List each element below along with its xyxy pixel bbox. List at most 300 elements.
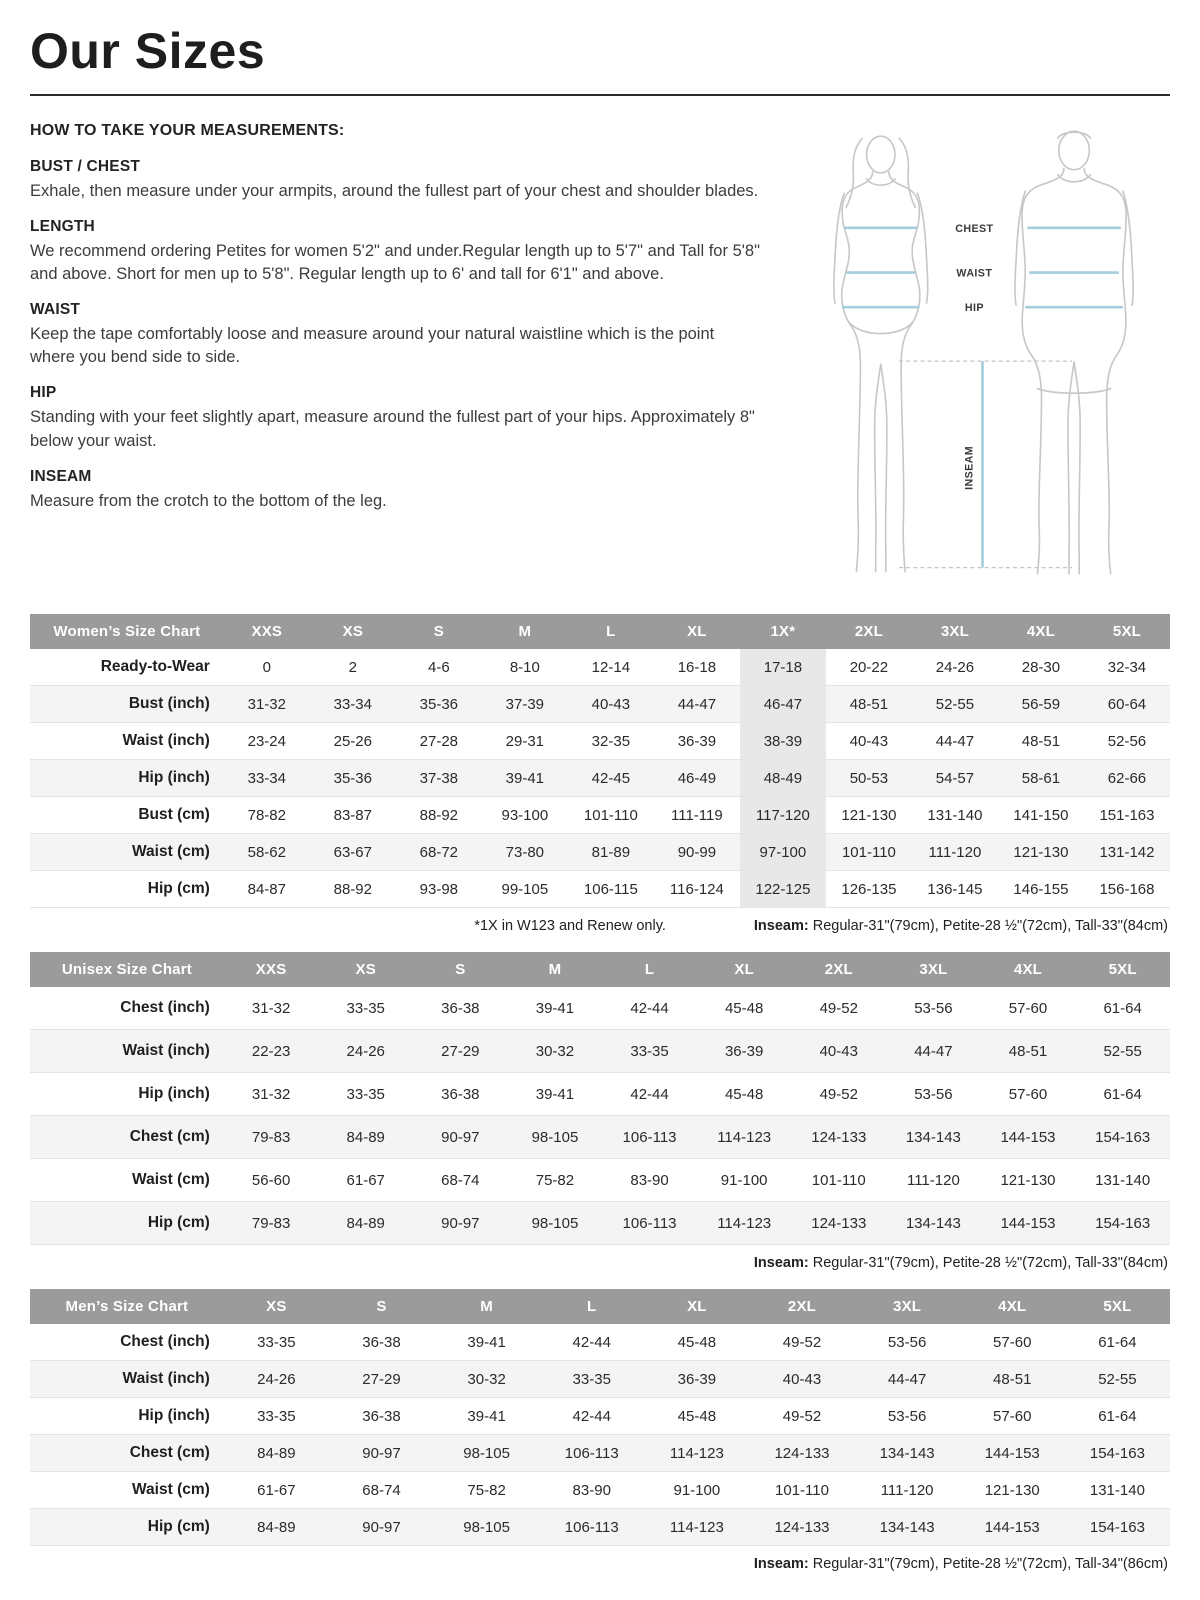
section-title: WAIST	[30, 301, 81, 319]
size-value: 99-105	[482, 871, 568, 908]
size-value: 33-35	[318, 987, 413, 1030]
table-row	[30, 723, 1170, 760]
measurement-section	[30, 218, 775, 286]
size-value: 116-124	[654, 871, 740, 908]
size-value: 101-110	[826, 834, 912, 871]
section-text: Measure from the crotch to the bottom of the leg.	[30, 491, 387, 510]
size-value: 114-123	[644, 1509, 749, 1546]
size-value: 36-38	[413, 987, 508, 1030]
size-value: 122-125	[740, 871, 826, 908]
size-value: 52-55	[912, 686, 998, 723]
size-value: 111-119	[654, 797, 740, 834]
size-value: 33-34	[224, 760, 310, 797]
measurement-instructions	[30, 122, 775, 528]
size-value: 53-56	[886, 1073, 981, 1116]
size-value: 48-49	[740, 760, 826, 797]
size-value: 48-51	[998, 723, 1084, 760]
size-value: 45-48	[697, 987, 792, 1030]
size-value: 39-41	[508, 987, 603, 1030]
measurement-section	[30, 384, 775, 452]
size-table	[30, 952, 1170, 1245]
size-value: 40-43	[791, 1030, 886, 1073]
size-value: 134-143	[855, 1509, 960, 1546]
size-value: 37-39	[482, 686, 568, 723]
size-value: 90-97	[329, 1509, 434, 1546]
size-value: 90-97	[413, 1116, 508, 1159]
row-label: Hip (inch)	[30, 1398, 224, 1435]
row-label: Hip (inch)	[30, 760, 224, 797]
row-label: Chest (cm)	[30, 1116, 224, 1159]
table-row	[30, 1030, 1170, 1073]
size-value: 48-51	[981, 1030, 1076, 1073]
measurement-section	[30, 468, 775, 513]
column-header: S	[329, 1289, 434, 1324]
section-text: We recommend ordering Petites for women 5'2" and under.Regular length up to 5'7" and Tall for 5'8" and above. Short for men up to 5'8". Regular length up to 6' and tall for 6'1" and above.	[30, 242, 760, 284]
table-row	[30, 987, 1170, 1030]
row-label: Chest (inch)	[30, 987, 224, 1030]
size-value: 84-89	[318, 1202, 413, 1245]
size-value: 57-60	[981, 987, 1076, 1030]
size-value: 61-67	[224, 1472, 329, 1509]
size-value: 56-59	[998, 686, 1084, 723]
size-value: 124-133	[791, 1116, 886, 1159]
column-header: L	[602, 952, 697, 987]
size-value: 121-130	[960, 1472, 1065, 1509]
size-value: 117-120	[740, 797, 826, 834]
column-header: M	[482, 614, 568, 649]
man-figure	[1015, 131, 1133, 574]
size-value: 101-110	[791, 1159, 886, 1202]
size-value: 2	[310, 649, 396, 686]
size-value: 37-38	[396, 760, 482, 797]
size-value: 84-89	[224, 1509, 329, 1546]
page-title: Our Sizes	[30, 23, 266, 79]
size-value: 61-64	[1075, 987, 1170, 1030]
measurements-row	[30, 122, 1170, 590]
size-value: 25-26	[310, 723, 396, 760]
size-value: 35-36	[396, 686, 482, 723]
size-value: 42-44	[539, 1398, 644, 1435]
footnote: *1X in W123 and Renew only.	[474, 918, 666, 934]
size-value: 20-22	[826, 649, 912, 686]
column-header: S	[396, 614, 482, 649]
size-value: 134-143	[886, 1202, 981, 1245]
table-row	[30, 760, 1170, 797]
size-value: 33-35	[539, 1361, 644, 1398]
size-value: 126-135	[826, 871, 912, 908]
size-value: 131-140	[912, 797, 998, 834]
size-value: 36-38	[413, 1073, 508, 1116]
size-value: 48-51	[826, 686, 912, 723]
size-value: 58-62	[224, 834, 310, 871]
size-value: 106-113	[539, 1509, 644, 1546]
size-value: 83-90	[602, 1159, 697, 1202]
size-value: 49-52	[749, 1324, 854, 1361]
table-row	[30, 1202, 1170, 1245]
size-value: 32-35	[568, 723, 654, 760]
size-value: 93-100	[482, 797, 568, 834]
size-value: 154-163	[1075, 1116, 1170, 1159]
size-value: 88-92	[310, 871, 396, 908]
column-header: XL	[697, 952, 792, 987]
table-footnotes	[30, 1245, 1170, 1273]
size-value: 33-35	[318, 1073, 413, 1116]
size-value: 90-99	[654, 834, 740, 871]
size-value: 38-39	[740, 723, 826, 760]
size-value: 91-100	[644, 1472, 749, 1509]
table-row	[30, 871, 1170, 908]
size-value: 131-142	[1084, 834, 1170, 871]
size-value: 68-74	[413, 1159, 508, 1202]
size-charts	[30, 614, 1170, 1574]
section-text: Exhale, then measure under your armpits, around the fullest part of your chest and shoulder blades.	[30, 182, 759, 200]
row-label: Waist (cm)	[30, 834, 224, 871]
table-row	[30, 1509, 1170, 1546]
size-value: 0	[224, 649, 310, 686]
size-value: 124-133	[749, 1435, 854, 1472]
row-label: Waist (inch)	[30, 1361, 224, 1398]
size-value: 42-45	[568, 760, 654, 797]
hip-label: HIP	[964, 302, 984, 315]
size-value: 36-39	[697, 1030, 792, 1073]
column-header: 2XL	[826, 614, 912, 649]
size-value: 39-41	[508, 1073, 603, 1116]
size-value: 24-26	[224, 1361, 329, 1398]
table-row	[30, 797, 1170, 834]
section-title: BUST / CHEST	[30, 158, 141, 175]
size-value: 101-110	[568, 797, 654, 834]
size-value: 52-55	[1075, 1030, 1170, 1073]
size-value: 114-123	[644, 1435, 749, 1472]
table-row	[30, 1472, 1170, 1509]
woman-figure	[834, 136, 928, 571]
size-value: 40-43	[568, 686, 654, 723]
size-value: 44-47	[912, 723, 998, 760]
row-label: Bust (inch)	[30, 686, 224, 723]
table-row	[30, 1435, 1170, 1472]
size-value: 28-30	[998, 649, 1084, 686]
size-value: 23-24	[224, 723, 310, 760]
size-value: 44-47	[654, 686, 740, 723]
section-text: Keep the tape comfortably loose and measure around your natural waistline which is the point where you bend side to side.	[30, 325, 715, 367]
table-row	[30, 686, 1170, 723]
table-row	[30, 1116, 1170, 1159]
measurement-section	[30, 301, 775, 369]
size-value: 111-120	[912, 834, 998, 871]
size-value: 31-32	[224, 987, 319, 1030]
column-header: XS	[310, 614, 396, 649]
size-value: 39-41	[434, 1398, 539, 1435]
size-value: 22-23	[224, 1030, 319, 1073]
size-value: 134-143	[855, 1435, 960, 1472]
size-value: 4-6	[396, 649, 482, 686]
size-value: 53-56	[855, 1324, 960, 1361]
size-table	[30, 614, 1170, 908]
size-value: 30-32	[434, 1361, 539, 1398]
size-table-section	[30, 614, 1170, 936]
size-value: 98-105	[508, 1116, 603, 1159]
size-value: 106-113	[602, 1202, 697, 1245]
size-value: 124-133	[791, 1202, 886, 1245]
table-row	[30, 1159, 1170, 1202]
size-value: 40-43	[826, 723, 912, 760]
size-table-section	[30, 952, 1170, 1273]
table-row	[30, 1324, 1170, 1361]
column-header: XXS	[224, 952, 319, 987]
waist-label: WAIST	[956, 267, 993, 280]
size-value: 44-47	[886, 1030, 981, 1073]
row-label: Hip (inch)	[30, 1073, 224, 1116]
size-value: 12-14	[568, 649, 654, 686]
row-label: Ready-to-Wear	[30, 649, 224, 686]
size-value: 78-82	[224, 797, 310, 834]
column-header: XL	[654, 614, 740, 649]
column-header: L	[568, 614, 654, 649]
size-value: 36-39	[644, 1361, 749, 1398]
column-header: 4XL	[960, 1289, 1065, 1324]
column-header: 4XL	[981, 952, 1076, 987]
column-header: XS	[318, 952, 413, 987]
footnote: Inseam: Regular-31"(79cm), Petite-28 ½"(72cm), Tall-34"(86cm)	[753, 1556, 1168, 1572]
size-value: 81-89	[568, 834, 654, 871]
footnote: Inseam: Regular-31"(79cm), Petite-28 ½"(72cm), Tall-33"(84cm)	[753, 1255, 1168, 1271]
size-value: 30-32	[508, 1030, 603, 1073]
size-value: 17-18	[740, 649, 826, 686]
row-label: Waist (cm)	[30, 1472, 224, 1509]
size-value: 33-35	[224, 1398, 329, 1435]
table-title: Unisex Size Chart	[30, 952, 224, 987]
section-title: LENGTH	[30, 218, 95, 236]
inseam-guides	[899, 361, 1072, 568]
inseam-label: INSEAM	[963, 445, 976, 490]
size-value: 141-150	[998, 797, 1084, 834]
section-title: HIP	[30, 384, 57, 402]
size-value: 144-153	[960, 1509, 1065, 1546]
instructions-heading: HOW TO TAKE YOUR MEASUREMENTS:	[30, 122, 345, 139]
size-value: 75-82	[508, 1159, 603, 1202]
table-row	[30, 834, 1170, 871]
size-value: 131-140	[1075, 1159, 1170, 1202]
size-value: 154-163	[1065, 1435, 1170, 1472]
title-divider	[30, 94, 1170, 96]
row-label: Waist (inch)	[30, 1030, 224, 1073]
size-value: 45-48	[644, 1324, 749, 1361]
size-value: 57-60	[960, 1398, 1065, 1435]
size-value: 62-66	[1084, 760, 1170, 797]
size-value: 53-56	[886, 987, 981, 1030]
size-value: 97-100	[740, 834, 826, 871]
size-value: 44-47	[855, 1361, 960, 1398]
column-header: 5XL	[1065, 1289, 1170, 1324]
size-value: 45-48	[697, 1073, 792, 1116]
column-header: XS	[224, 1289, 329, 1324]
size-value: 114-123	[697, 1202, 792, 1245]
table-footnotes	[30, 908, 1170, 936]
chest-label: CHEST	[955, 222, 994, 235]
size-value: 106-115	[568, 871, 654, 908]
column-header: 1X*	[740, 614, 826, 649]
column-header: 4XL	[998, 614, 1084, 649]
size-value: 61-64	[1065, 1398, 1170, 1435]
size-value: 124-133	[749, 1509, 854, 1546]
column-header: XL	[644, 1289, 749, 1324]
column-header: 2XL	[791, 952, 886, 987]
column-header: XXS	[224, 614, 310, 649]
size-value: 56-60	[224, 1159, 319, 1202]
size-value: 83-90	[539, 1472, 644, 1509]
size-value: 48-51	[960, 1361, 1065, 1398]
body-figures-illustration	[795, 122, 1170, 590]
size-value: 134-143	[886, 1116, 981, 1159]
size-value: 121-130	[998, 834, 1084, 871]
instruction-sections	[30, 158, 775, 513]
size-value: 154-163	[1065, 1509, 1170, 1546]
section-text: Standing with your feet slightly apart, measure around the fullest part of your hips. Approximately 8" below your waist.	[30, 408, 755, 450]
column-header: 5XL	[1084, 614, 1170, 649]
row-label: Bust (cm)	[30, 797, 224, 834]
size-value: 39-41	[434, 1324, 539, 1361]
size-value: 98-105	[508, 1202, 603, 1245]
size-value: 90-97	[413, 1202, 508, 1245]
size-value: 52-55	[1065, 1361, 1170, 1398]
column-header: 5XL	[1075, 952, 1170, 987]
size-value: 52-56	[1084, 723, 1170, 760]
column-header: M	[508, 952, 603, 987]
size-value: 61-67	[318, 1159, 413, 1202]
size-value: 27-29	[329, 1361, 434, 1398]
size-value: 53-56	[855, 1398, 960, 1435]
size-value: 61-64	[1075, 1073, 1170, 1116]
column-header: M	[434, 1289, 539, 1324]
size-value: 46-49	[654, 760, 740, 797]
row-label: Hip (cm)	[30, 1509, 224, 1546]
size-value: 42-44	[602, 987, 697, 1030]
size-value: 33-35	[224, 1324, 329, 1361]
size-value: 60-64	[1084, 686, 1170, 723]
size-value: 31-32	[224, 686, 310, 723]
size-value: 61-64	[1065, 1324, 1170, 1361]
size-value: 46-47	[740, 686, 826, 723]
size-value: 144-153	[981, 1116, 1076, 1159]
size-value: 58-61	[998, 760, 1084, 797]
size-value: 106-113	[602, 1116, 697, 1159]
footnote: Inseam: Regular-31"(79cm), Petite-28 ½"(72cm), Tall-33"(84cm)	[753, 918, 1168, 934]
size-value: 90-97	[329, 1435, 434, 1472]
size-value: 73-80	[482, 834, 568, 871]
size-value: 98-105	[434, 1509, 539, 1546]
size-value: 57-60	[960, 1324, 1065, 1361]
size-value: 27-28	[396, 723, 482, 760]
row-label: Hip (cm)	[30, 871, 224, 908]
size-value: 144-153	[981, 1202, 1076, 1245]
table-row	[30, 1361, 1170, 1398]
body-measurement-diagram	[795, 122, 1170, 590]
size-value: 151-163	[1084, 797, 1170, 834]
size-value: 39-41	[482, 760, 568, 797]
size-value: 101-110	[749, 1472, 854, 1509]
size-value: 16-18	[654, 649, 740, 686]
size-value: 131-140	[1065, 1472, 1170, 1509]
size-value: 57-60	[981, 1073, 1076, 1116]
size-value: 93-98	[396, 871, 482, 908]
size-value: 111-120	[886, 1159, 981, 1202]
row-label: Hip (cm)	[30, 1202, 224, 1245]
table-footnotes	[30, 1546, 1170, 1574]
size-value: 29-31	[482, 723, 568, 760]
row-label: Waist (cm)	[30, 1159, 224, 1202]
size-value: 111-120	[855, 1472, 960, 1509]
table-row	[30, 649, 1170, 686]
size-value: 68-72	[396, 834, 482, 871]
size-value: 79-83	[224, 1202, 319, 1245]
column-header: 3XL	[912, 614, 998, 649]
size-value: 79-83	[224, 1116, 319, 1159]
size-value: 106-113	[539, 1435, 644, 1472]
table-row	[30, 1073, 1170, 1116]
size-value: 50-53	[826, 760, 912, 797]
size-table-section	[30, 1289, 1170, 1574]
row-label: Chest (cm)	[30, 1435, 224, 1472]
size-value: 31-32	[224, 1073, 319, 1116]
row-label: Chest (inch)	[30, 1324, 224, 1361]
size-value: 35-36	[310, 760, 396, 797]
size-value: 49-52	[749, 1398, 854, 1435]
row-label: Waist (inch)	[30, 723, 224, 760]
size-value: 49-52	[791, 987, 886, 1030]
size-value: 75-82	[434, 1472, 539, 1509]
column-header: L	[539, 1289, 644, 1324]
size-value: 121-130	[826, 797, 912, 834]
size-value: 144-153	[960, 1435, 1065, 1472]
size-value: 54-57	[912, 760, 998, 797]
size-value: 36-38	[329, 1398, 434, 1435]
size-value: 42-44	[539, 1324, 644, 1361]
size-value: 83-87	[310, 797, 396, 834]
table-row	[30, 1398, 1170, 1435]
column-header: 3XL	[886, 952, 981, 987]
size-value: 33-35	[602, 1030, 697, 1073]
size-value: 98-105	[434, 1435, 539, 1472]
size-table	[30, 1289, 1170, 1546]
size-value: 84-87	[224, 871, 310, 908]
size-value: 27-29	[413, 1030, 508, 1073]
size-value: 33-34	[310, 686, 396, 723]
section-title: INSEAM	[30, 467, 92, 485]
size-value: 63-67	[310, 834, 396, 871]
size-value: 8-10	[482, 649, 568, 686]
size-value: 84-89	[318, 1116, 413, 1159]
size-value: 24-26	[912, 649, 998, 686]
size-value: 114-123	[697, 1116, 792, 1159]
size-value: 45-48	[644, 1398, 749, 1435]
column-header: 2XL	[749, 1289, 854, 1324]
size-value: 49-52	[791, 1073, 886, 1116]
size-value: 36-38	[329, 1324, 434, 1361]
table-title: Men’s Size Chart	[30, 1289, 224, 1324]
size-value: 32-34	[1084, 649, 1170, 686]
size-value: 40-43	[749, 1361, 854, 1398]
column-header: 3XL	[855, 1289, 960, 1324]
table-title: Women’s Size Chart	[30, 614, 224, 649]
size-value: 91-100	[697, 1159, 792, 1202]
column-header: S	[413, 952, 508, 987]
size-value: 36-39	[654, 723, 740, 760]
size-value: 88-92	[396, 797, 482, 834]
size-value: 84-89	[224, 1435, 329, 1472]
size-value: 156-168	[1084, 871, 1170, 908]
size-value: 24-26	[318, 1030, 413, 1073]
size-value: 121-130	[981, 1159, 1076, 1202]
